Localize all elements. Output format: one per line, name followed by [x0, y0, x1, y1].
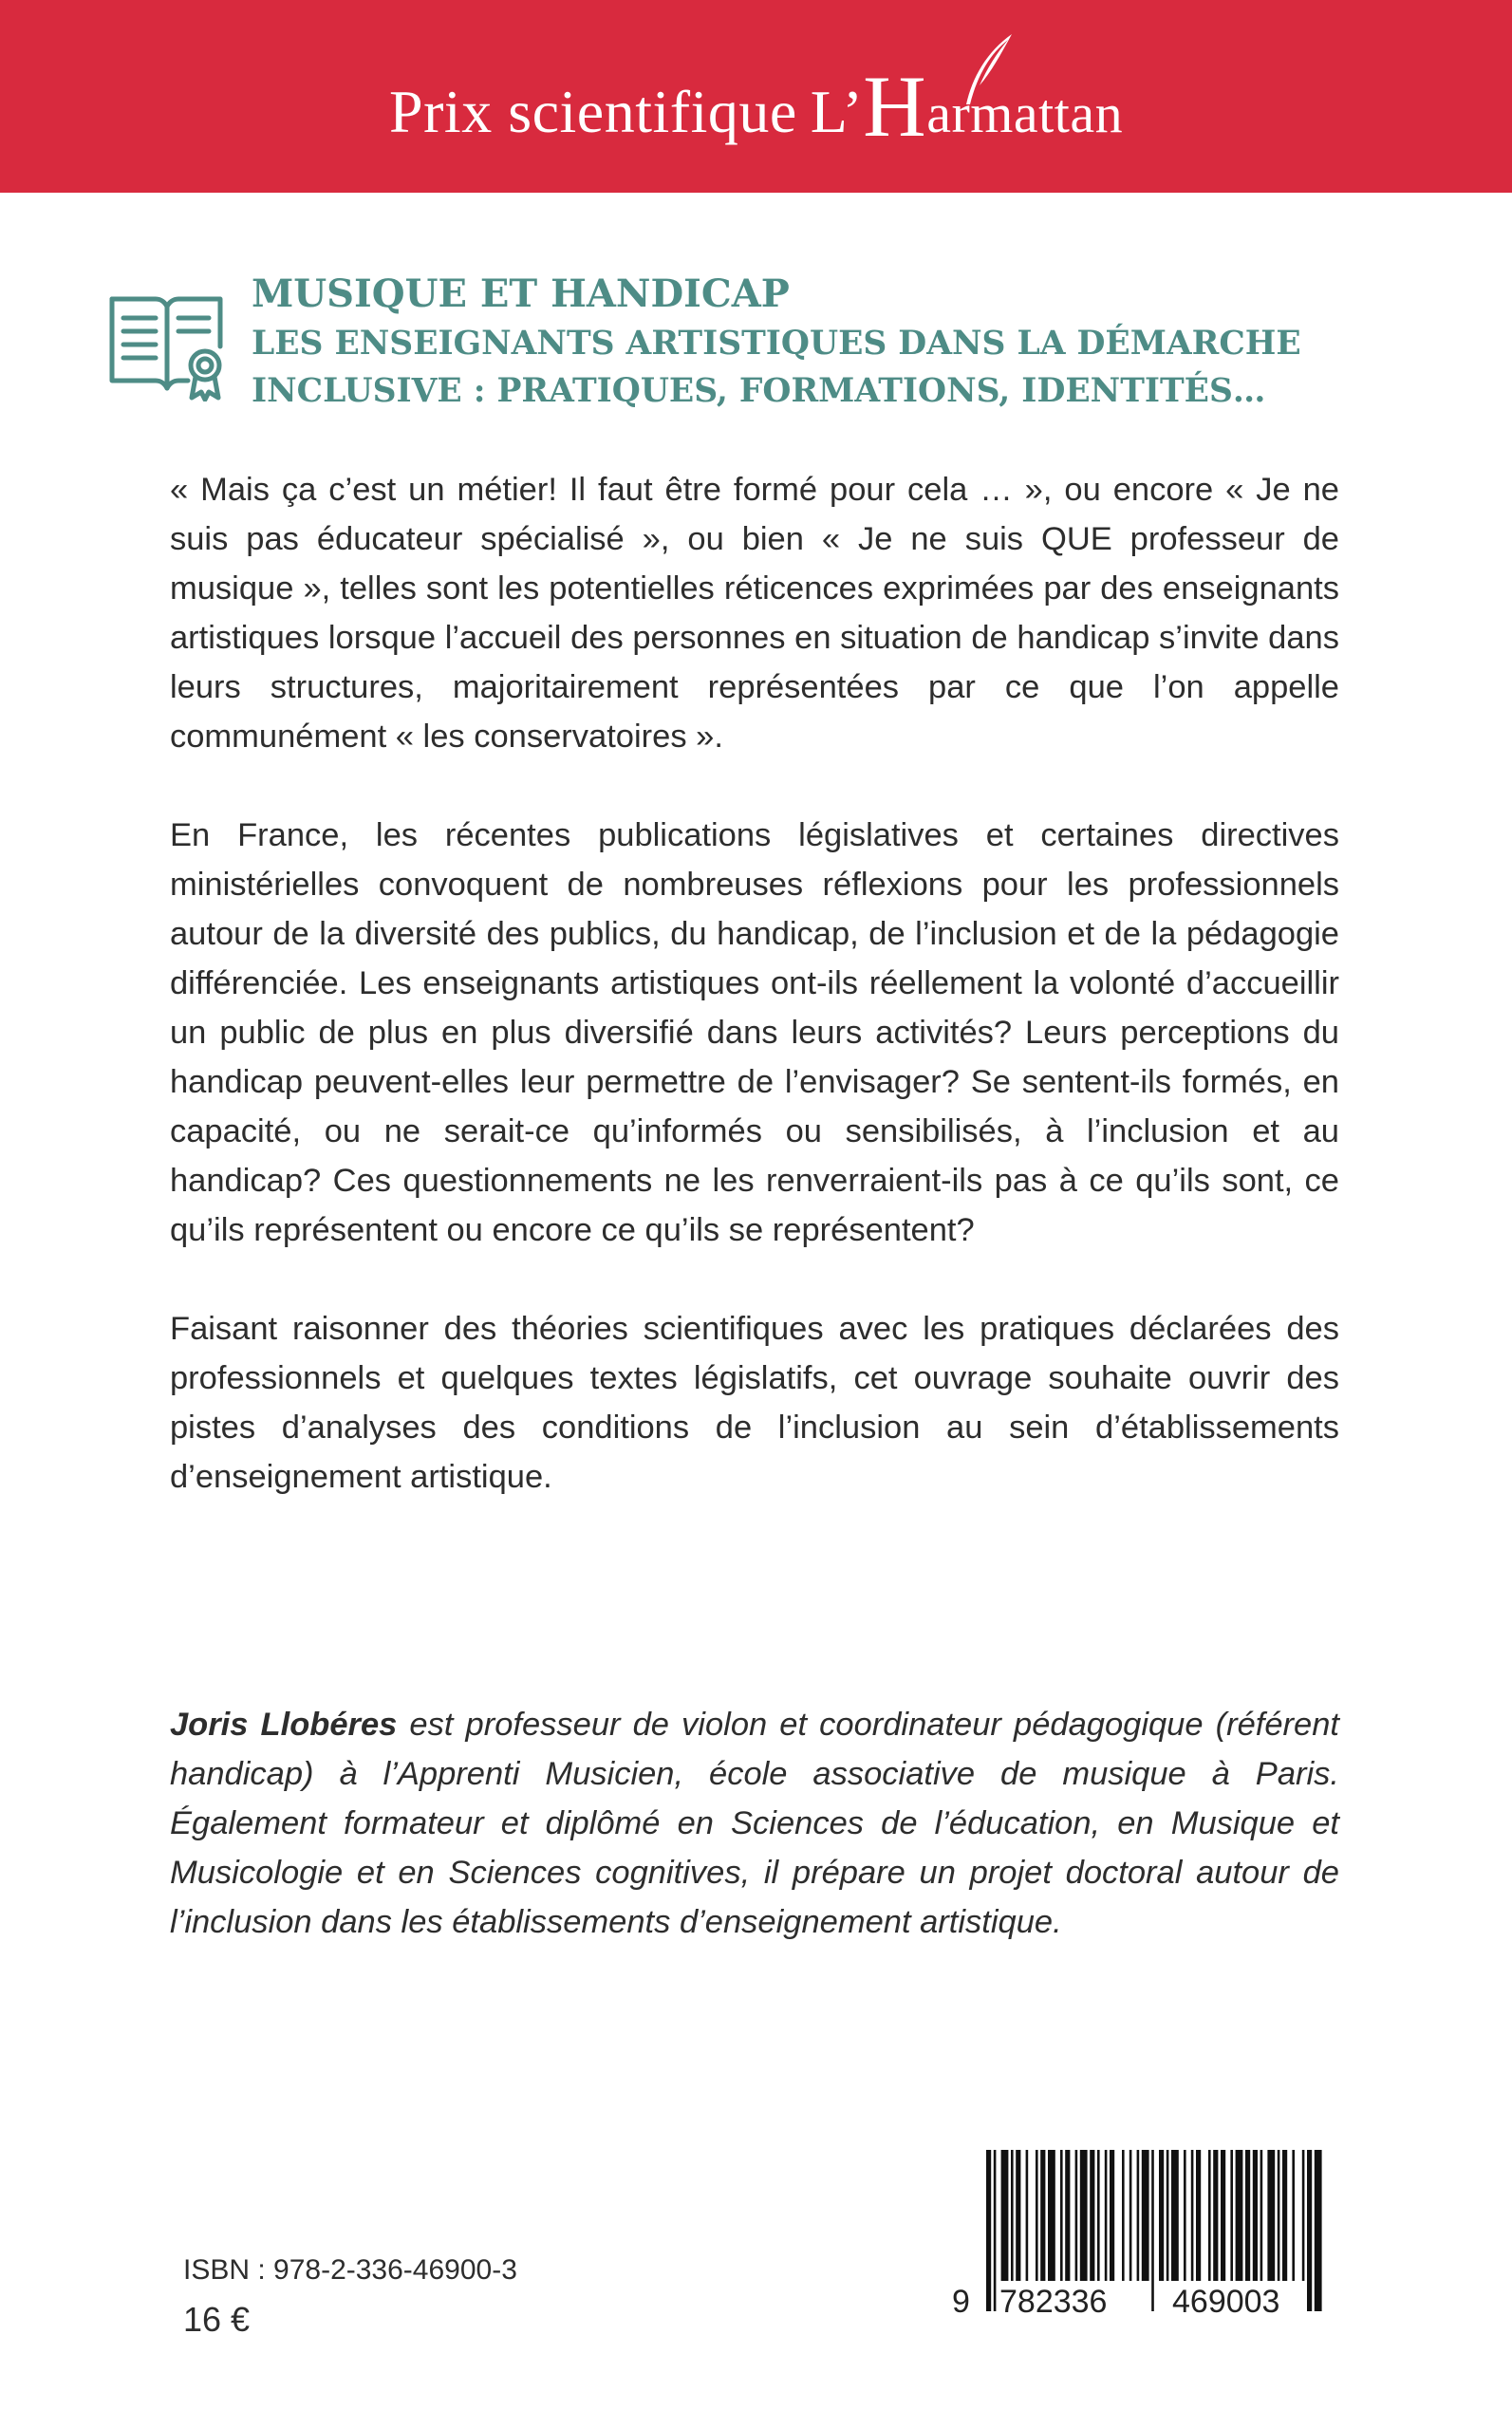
summary-paragraph: En France, les récentes publications législatives et certaines directives ministérielles convoquent de nombreuses réflexions pour les professionnels autour de la diversité des publics, du handicap, de l’inclusion et de la pédagogie différenciée. Les enseignants artistiques ont-ils réellement la volonté d’accueillir un public de plus en plus diversifié dans leurs activités? Leurs perceptions du handicap peuvent-elles leur permettre de l’envisager? Se sentent-ils formés, en capacité, ou ne serait-ce qu’informés ou sensibilisés, à l’inclusion et au handicap? Ces questionnements ne les renverraient-ils pas à ce qu’ils sont, ce qu’ils représentent ou encore ce qu’ils se représentent?: [170, 817, 1339, 1248]
header-banner: [0, 0, 1512, 193]
barcode-bar: [1208, 2150, 1211, 2281]
barcode-bar: [1060, 2150, 1063, 2281]
barcode-bar: [1292, 2150, 1295, 2281]
barcode-bar: [1080, 2150, 1088, 2281]
book-title: MUSIQUE ET HANDICAP: [252, 271, 790, 316]
barcode-bar: [1184, 2150, 1186, 2281]
summary-paragraph: « Mais ça c’est un métier! Il faut être formé pour cela … », ou encore « Je ne suis pas éducateur spécialisé », ou bien « Je ne suis QUE professeur de musique », telles sont les potentielles réticences exprimées par des enseignants artistiques lorsque l’accueil des personnes en situation de handicap s’invite dans leurs structures, majoritairement représentées par ce que l’on appelle communément « les conservatoires ».: [170, 472, 1339, 755]
publisher-logo-rest: armattan: [926, 83, 1124, 144]
barcode-group-right: 469003: [1172, 2284, 1280, 2320]
author-name: Joris Llobéres: [170, 1707, 398, 1743]
barcode-bar: [1213, 2150, 1218, 2281]
barcode-bar: [1048, 2150, 1055, 2281]
barcode-digits: [952, 2283, 1332, 2321]
barcode-bar: [1267, 2150, 1275, 2281]
barcode-bar: [1105, 2150, 1108, 2281]
barcode-bar: [1171, 2150, 1179, 2281]
book-subtitle-line1: LES ENSEIGNANTS ARTISTIQUES DANS LA DÉMARCHE: [252, 325, 1301, 363]
barcode-group-left: 782336: [999, 2284, 1108, 2320]
prize-label: Prix scientifique: [389, 78, 797, 145]
barcode-bar: [1253, 2150, 1258, 2281]
barcode-bar: [1245, 2150, 1250, 2281]
author-bio-text: est professeur de violon et coordinateur pédagogique (référent handicap) à l’Apprenti Musicien, école associative de musique à Paris. Également formateur et diplômé en Sciences de l’éducation, en Musique et Musicologie et en Sciences cognitives, il prépare un projet doctoral autour de l’inclusion dans les établissements d’enseignement artistique.: [170, 1707, 1340, 1940]
barcode-bar: [1191, 2150, 1194, 2281]
book-subtitle-line2: INCLUSIVE : PRATIQUES, FORMATIONS, IDENTITÉS…: [252, 372, 1266, 410]
barcode-bar: [1137, 2150, 1140, 2281]
book-title-block: [252, 269, 1391, 415]
barcode-bar: [1196, 2150, 1201, 2281]
barcode-bar: [1110, 2150, 1114, 2281]
publisher-logo-prefix: L’: [810, 78, 864, 145]
barcode-first-digit: 9: [952, 2284, 970, 2320]
barcode-bar: [1129, 2150, 1132, 2281]
barcode-bar: [1159, 2150, 1164, 2281]
publisher-logo-initial: H: [863, 58, 927, 155]
barcode-bar: [1001, 2150, 1009, 2281]
barcode-bar: [1122, 2150, 1125, 2281]
author-bio: [170, 1700, 1339, 1947]
barcode-bar: [1090, 2150, 1094, 2281]
isbn-label: ISBN : 978-2-336-46900-3: [183, 2254, 517, 2286]
barcode-bar: [1065, 2150, 1070, 2281]
barcode-bar: [1236, 2150, 1243, 2281]
barcode-bar: [1230, 2150, 1233, 2281]
barcode-bar: [1026, 2150, 1029, 2281]
barcode-bar: [1036, 2150, 1038, 2281]
barcode-bar: [1282, 2150, 1287, 2281]
back-cover-summary: [170, 465, 1339, 1551]
barcode-bar: [1075, 2150, 1078, 2281]
price-label: 16 €: [183, 2300, 251, 2339]
barcode-bar: [1221, 2150, 1225, 2281]
barcode-bar: [1040, 2150, 1045, 2281]
barcode-bar: [1302, 2150, 1305, 2281]
barcode-bar: [1016, 2150, 1020, 2281]
barcode-bar: [1011, 2150, 1014, 2281]
summary-paragraph: Faisant raisonner des théories scientifiques avec les pratiques déclarées des professionnels et quelques textes législatifs, cet ouvrage souhaite ouvrir des pistes d’analyses des conditions de l’inclusion au sein d’établissements d’enseignement artistique.: [170, 1311, 1339, 1495]
barcode-bar: [1278, 2150, 1280, 2281]
barcode-bar: [1167, 2150, 1169, 2281]
book-certificate-icon: [106, 289, 232, 402]
quill-logo-icon: [959, 30, 1016, 106]
barcode-bar: [1097, 2150, 1100, 2281]
barcode-bar: [1142, 2150, 1149, 2281]
barcode-bar: [1260, 2150, 1263, 2281]
